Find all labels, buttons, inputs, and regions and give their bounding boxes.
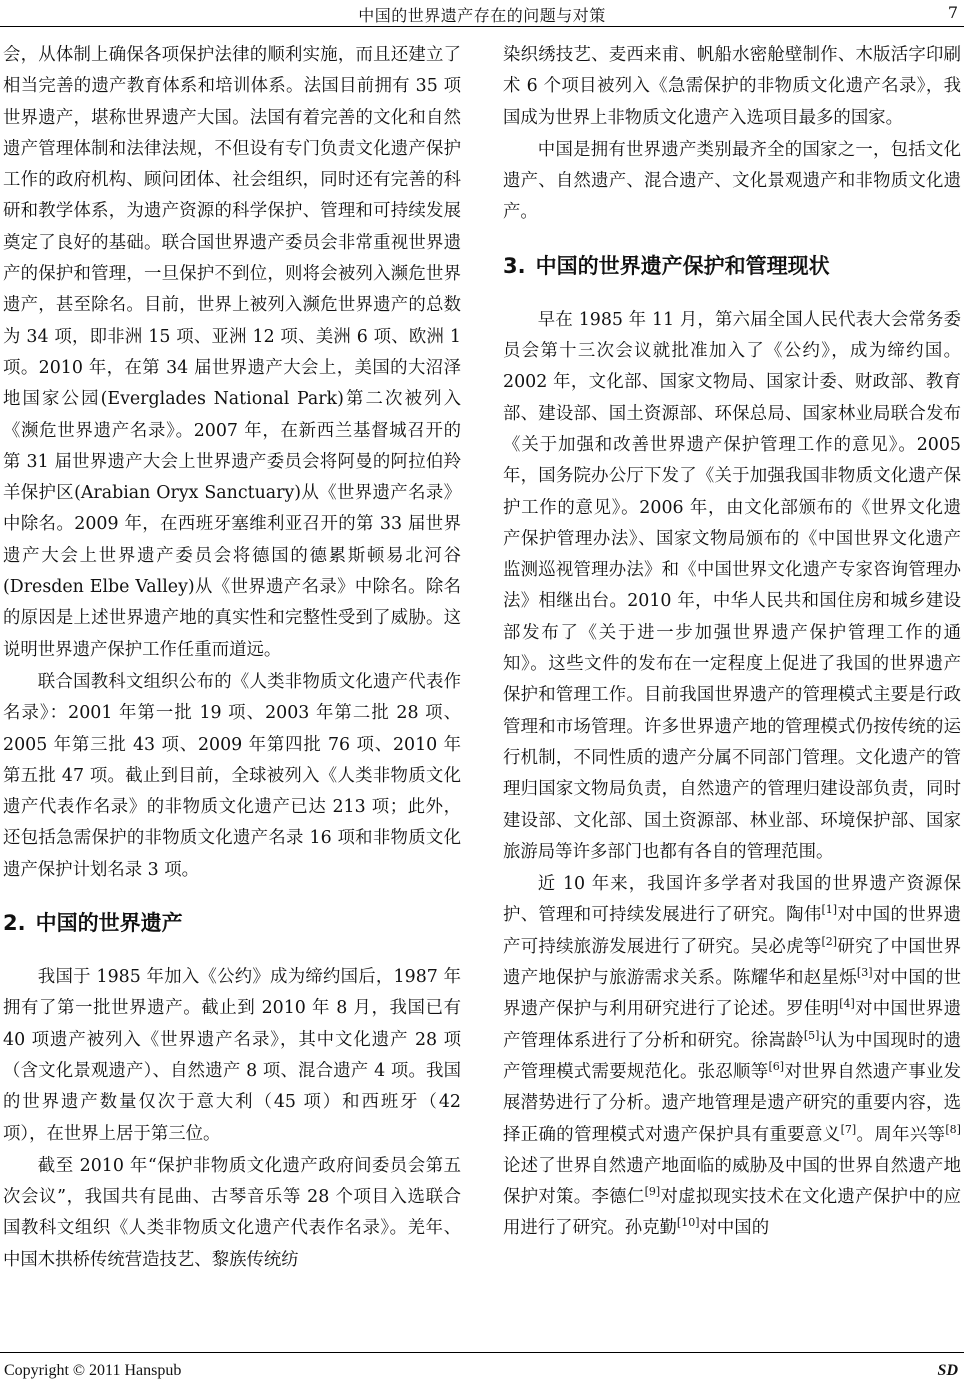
text-run: 对中国的 [699,1218,770,1239]
copyright-notice: Copyright © 2011 Hanspub [4,1362,182,1379]
citation-ref[interactable]: [8] [945,1122,961,1136]
citation-ref[interactable]: [1] [821,903,838,917]
paragraph: 联合国教科文组织公布的《人类非物质文化遗产代表作名录》：2001 年第一批 19 项、2003 年第二批 28 项、2005 年第三批 43 项、2009 年第四批 76 项、2010 年第五批 47 项。截止到目前，全球被列入《人类非物质文化遗产代表作名录》的非物质文化遗产已达 213 项；此外，还包括急需保护的非物质文化遗产名录 16 项和非物质文化遗产保护计划名录 3 项。 [3,671,461,880]
left-column [3,40,461,1276]
paragraph-with-citations [503,869,961,1245]
text-run: 对虚拟现实技术在文化遗产保护中的应用进行了研究。孙克勤 [503,1187,961,1239]
section-title: 中国的世界遗产 [35,911,183,936]
section-title: 中国的世界遗产保护和管理现状 [535,253,830,278]
running-title: 中国的世界遗产存在的问题与对策 [358,6,606,25]
citation-ref[interactable]: [6] [768,1059,785,1073]
section-number: 2. [3,911,26,936]
text-run: 对中国的世界遗产保护与利用研究进行了论述。罗佳明 [503,968,961,1020]
paragraph: 早在 1985 年 11 月，第六届全国人民代表大会常务委员会第十三次会议就批准加入了《公约》，成为缔约国。2002 年，文化部、国家文物局、国家计委、财政部、教育部、建设部、国土资源部、环保总局、国家林业局联合发布《关于加强和改善世界遗产保护管理工作的意见》。2005 年，国务院办公厅下发了《关于加强我国非物质文化遗产保护工作的意见》。2006 年，由文化部颁布的《世界文化遗产保护管理办法》、国家文物局颁布的《中国世界文化遗产监测巡视管理办法》和《中国世界文化遗产专家咨询管理办法》相继出台。2010 年，中华人民共和国住房和城乡建设部发布了《关于进一步加强世界遗产保护管理工作的通知》。这些文件的发布在一定程度上促进了我国的世界遗产保护和管理工作。目前我国世界遗产的管理模式主要是行政管理和市场管理。许多世界遗产地的管理模式仍按传统的运行机制，不同性质的遗产分属不同部门管理。文化遗产的管理归国家文物局负责，自然遗产的管理归建设部负责，同时建设部、文化部、国土资源部、林业部、环境保护部、国家旅游局等许多部门也都有各自的管理范围。 [503,309,961,862]
text-run: 对中国世界遗产管理体系进行了分析和研究。徐嵩龄 [503,999,961,1051]
paragraph: 会，从体制上确保各项保护法律的顺利实施，而且还建立了相当完善的遗产教育体系和培训体系。法国目前拥有 35 项世界遗产，堪称世界遗产大国。法国有着完善的文化和自然遗产管理体制和法律法规，不但设有专门负责文化遗产保护工作的政府机构、顾问团体、社会组织，同时还有完善的科研和教学体系，为遗产资源的科学保护、管理和可持续发展奠定了良好的基础。联合国世界遗产委员会非常重视世界遗产的保护和管理，一旦保护不到位，则将会被列入濒危世界遗产，甚至除名。目前，世界上被列入濒危世界遗产的总数为 34 项，即非洲 15 项、亚洲 12 项、美洲 6 项、欧洲 1 项。2010 年，在第 34 届世界遗产大会上，美国的大沼泽地国家公园(Everglades National Park)第二次被列入《濒危世界遗产名录》。2007 年，在新西兰基督城召开的第 31 届世界遗产大会上世界遗产委员会将阿曼的阿拉伯羚羊保护区(Arabian Oryx Sanctuary)从《世界遗产名录》中除名。2009 年，在西班牙塞维利亚召开的第 33 届世界遗产大会上世界遗产委员会将德国的德累斯顿易北河谷(Dresden Elbe Valley)从《世界遗产名录》中除名。除名的原因是上述世界遗产地的真实性和完整性受到了威胁。这说明世界遗产保护工作任重而道远。 [3,45,461,660]
paragraph: 我国于 1985 年加入《公约》成为缔约国后，1987 年拥有了第一批世界遗产。截止到 2010 年 8 月，我国已有 40 项遗产被列入《世界遗产名录》，其中文化遗产 28 项（含文化景观遗产）、自然遗产 8 项、混合遗产 4 项。我国的世界遗产数量仅次于意大利（45 项）和西班牙（42 项），在世界上居于第三位。 [3,967,461,1144]
section-number: 3. [503,253,526,278]
citation-ref[interactable]: [9] [644,1185,661,1199]
text-run: 认为中国现时的遗产管理模式需要规范化。张忍顺等 [503,1030,961,1082]
running-header [0,0,964,27]
text-run: 论述了世界自然遗产地面临的威胁及中国的世界自然遗产地保护对策。李德仁 [503,1155,961,1208]
right-column [503,40,961,1245]
citation-ref[interactable]: [4] [839,997,855,1011]
citation-ref[interactable]: [10] [676,1216,700,1230]
text-run: 对中国的世界遗产可持续旅游发展进行了研究。吴必虎等 [503,905,961,957]
journal-abbreviation: SD [937,1362,958,1379]
paragraph: 中国是拥有世界遗产类别最齐全的国家之一，包括文化遗产、自然遗产、混合遗产、文化景观遗产和非物质文化遗产。 [503,139,961,223]
paragraph: 截至 2010 年“保护非物质文化遗产政府间委员会第五次会议”，我国共有昆曲、古琴音乐等 28 个项目入选联合国教科文组织《人类非物质文化遗产代表作名录》。羌年、中国木拱桥传统营造技艺、黎族传统纺 [3,1155,461,1270]
paragraph: 染织绣技艺、麦西来甫、帆船水密舱壁制作、木版活字印刷术 6 个项目被列入《急需保护的非物质文化遗产名录》，我国成为世界上非物质文化遗产入选项目最多的国家。 [503,45,961,128]
page-footer [0,1352,964,1387]
citation-ref[interactable]: [2] [821,934,838,948]
citation-ref[interactable]: [5] [803,1028,820,1042]
section-heading [3,908,461,938]
citation-ref[interactable]: [7] [840,1122,857,1136]
text-run: 研究了中国世界遗产地保护与旅游需求关系。陈耀华和赵星烁 [503,936,961,989]
citation-ref[interactable]: [3] [856,966,873,980]
text-run: 近 10 年来，我国许多学者对我国的世界遗产资源保护、管理和可持续发展进行了研究。陶伟 [503,874,961,926]
page-number: 7 [947,3,958,22]
text-run: 。周年兴等 [856,1124,946,1145]
text-run: 对世界自然遗产事业发展潜势进行了分析。遗产地管理是遗产研究的重要内容，选择正确的管理模式对遗产保护具有重要意义 [503,1061,961,1145]
section-heading [503,251,961,281]
